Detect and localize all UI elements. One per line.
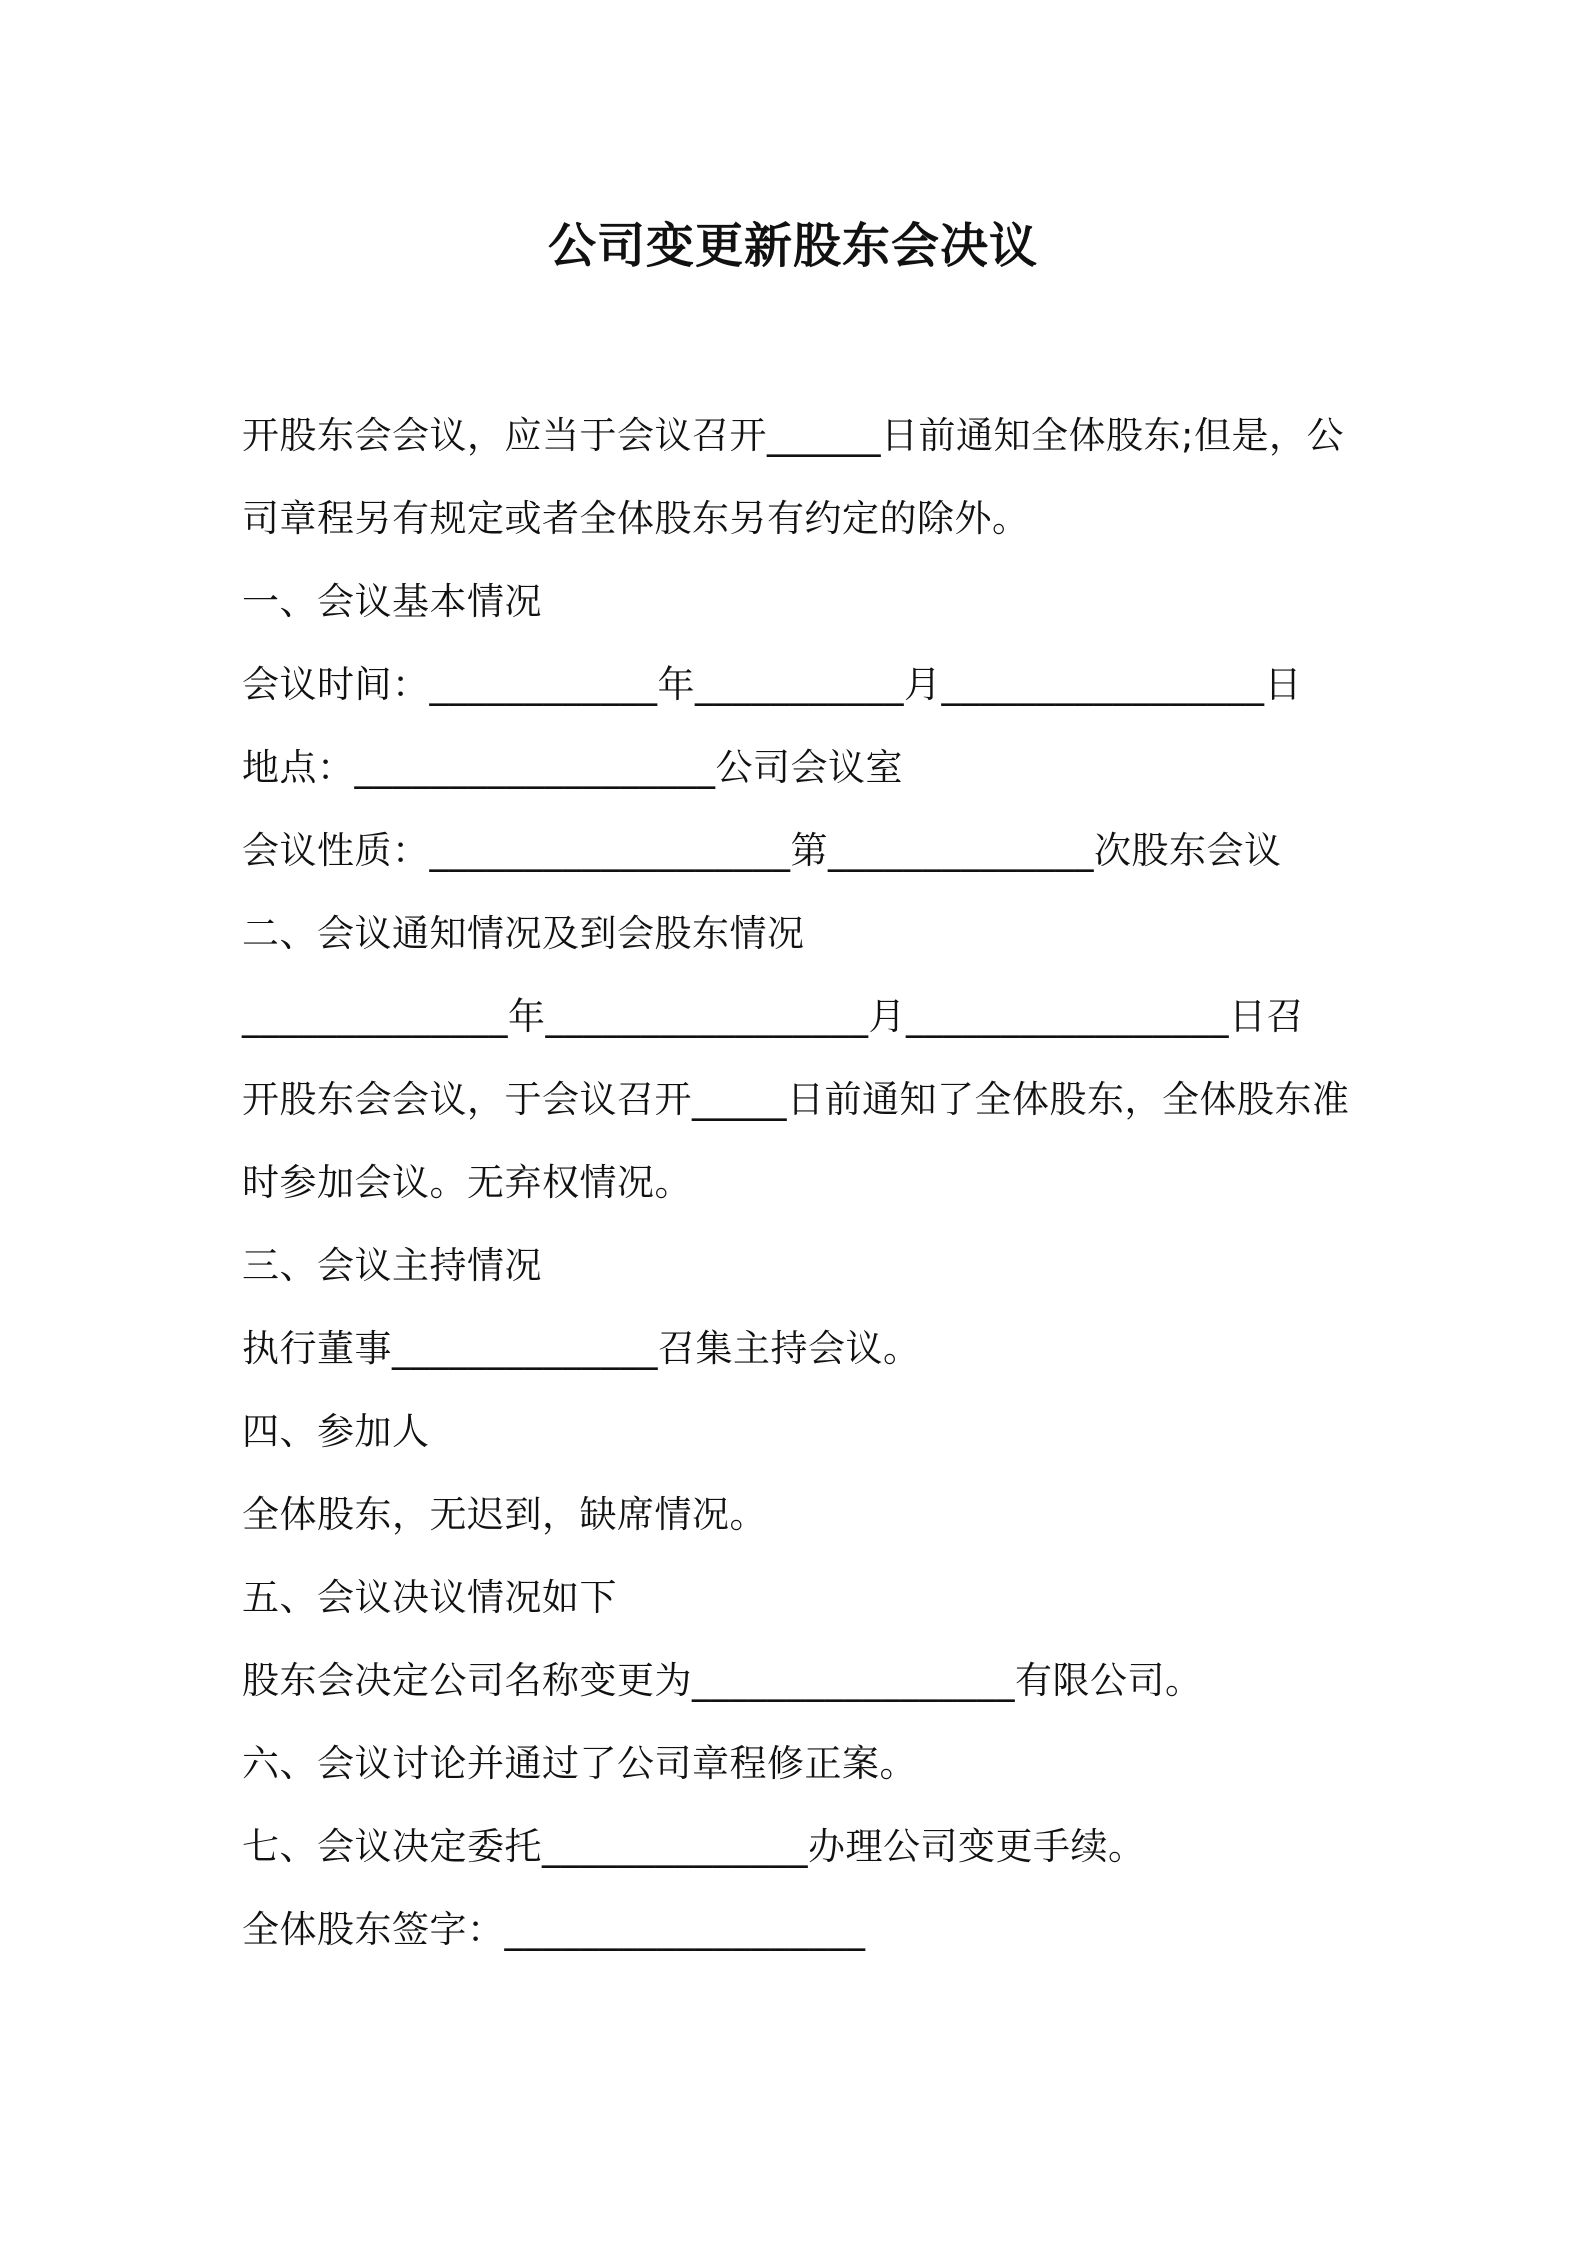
section-heading-notice: 二、会议通知情况及到会股东情况: [242, 912, 805, 955]
meeting-time-line: 会议时间：____________年___________月_________________日: [242, 663, 1302, 706]
shareholder-signature-line: 全体股东签字：___________________: [242, 1908, 866, 1951]
document-title: 公司变更新股东会决议: [547, 218, 1038, 274]
meeting-nature-line: 会议性质：___________________第______________次股东会议: [242, 829, 1282, 872]
notice-paragraph-line-1: 开股东会会议，应当于会议召开______日前通知全体股东;但是，公: [242, 414, 1344, 457]
meeting-location-line: 地点：___________________公司会议室: [242, 746, 903, 789]
section-heading-basic-info: 一、会议基本情况: [242, 580, 542, 623]
section-heading-articles-amendment: 六、会议讨论并通过了公司章程修正案。: [242, 1742, 917, 1785]
section-heading-attendees: 四、参加人: [242, 1410, 430, 1453]
section-heading-resolutions: 五、会议决议情况如下: [242, 1576, 617, 1619]
section-heading-host: 三、会议主持情况: [242, 1244, 542, 1287]
attendees-line: 全体股东，无迟到，缺席情况。: [242, 1493, 767, 1536]
company-name-change-line: 股东会决定公司名称变更为_________________有限公司。: [242, 1659, 1203, 1702]
notice-detail-line-2: 时参加会议。无弃权情况。: [242, 1161, 692, 1204]
notice-paragraph-line-2: 司章程另有规定或者全体股东另有约定的除外。: [242, 497, 1030, 540]
notice-date-line: ______________年_________________月_________________日召: [242, 995, 1304, 1038]
section-heading-delegation: 七、会议决定委托______________办理公司变更手续。: [242, 1825, 1146, 1868]
notice-detail-line-1: 开股东会会议，于会议召开_____日前通知了全体股东，全体股东准: [242, 1078, 1350, 1121]
host-line: 执行董事______________召集主持会议。: [242, 1327, 921, 1370]
